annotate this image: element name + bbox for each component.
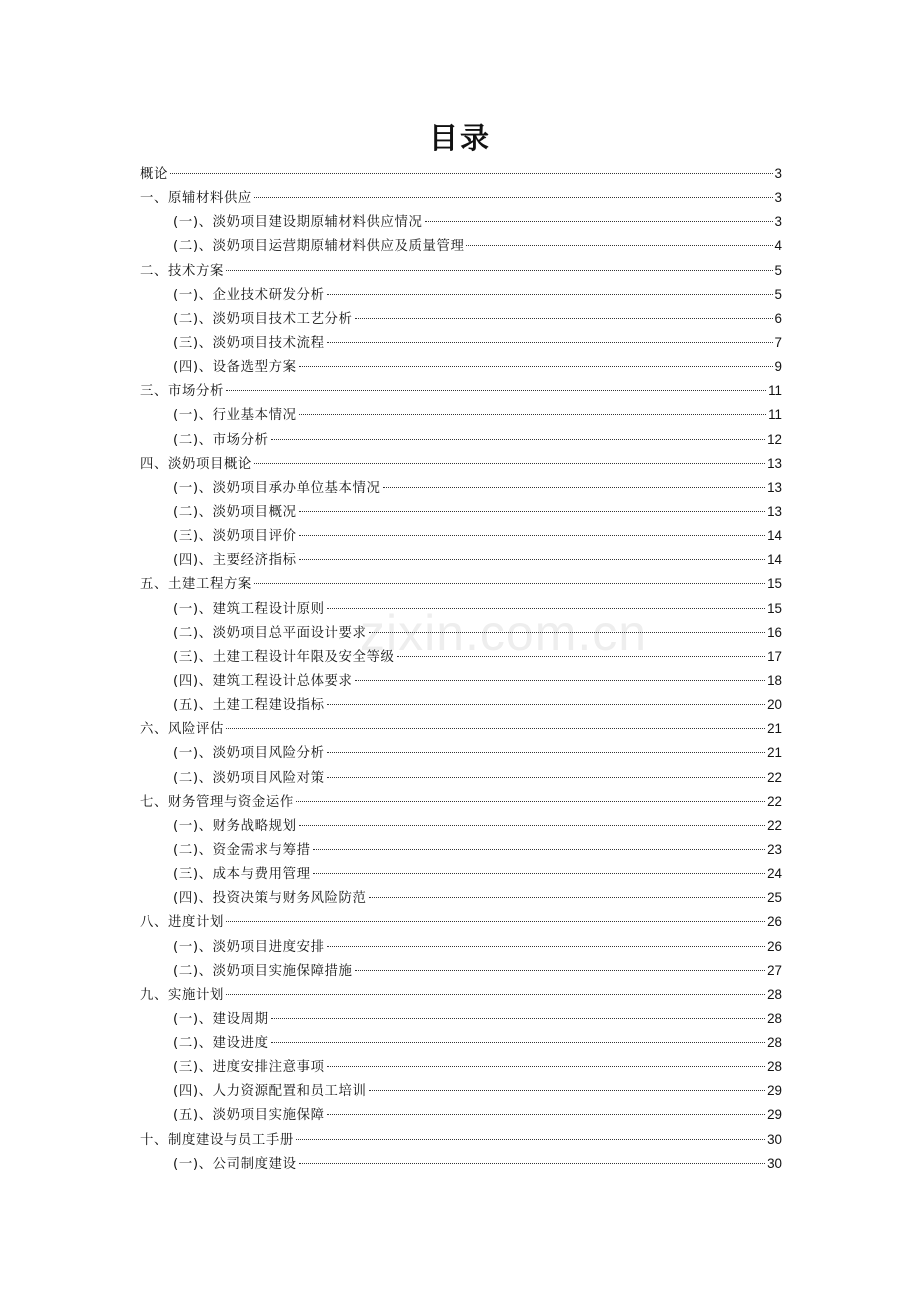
toc-entry-label: (四)、投资决策与财务风险防范 [173, 891, 367, 907]
toc-dot-leader [254, 582, 765, 584]
toc-section-entry[interactable] [140, 621, 782, 645]
toc-dot-leader [313, 848, 766, 850]
toc-dot-leader [355, 317, 773, 319]
toc-section-entry[interactable] [140, 959, 782, 983]
toc-section-entry[interactable] [140, 1031, 782, 1055]
toc-dot-leader [299, 824, 766, 826]
toc-entry-label: 七、财务管理与资金运作 [140, 794, 294, 810]
toc-section-entry[interactable] [140, 283, 782, 307]
toc-page-number: 13 [767, 503, 782, 519]
toc-section-entry[interactable] [140, 862, 782, 886]
toc-dot-leader [254, 462, 765, 464]
toc-section-entry[interactable] [140, 210, 782, 234]
toc-dot-leader [327, 776, 766, 778]
toc-page-number: 22 [767, 793, 782, 809]
toc-entry-label: (一)、财务战略规划 [173, 818, 297, 834]
toc-entry-label: 五、土建工程方案 [140, 577, 252, 593]
toc-page-number: 6 [774, 310, 782, 326]
toc-entry-label: (二)、建设进度 [173, 1036, 269, 1052]
toc-section-entry[interactable] [140, 1103, 782, 1127]
toc-dot-leader [369, 631, 766, 633]
toc-dot-leader [327, 945, 766, 947]
toc-entry-label: (四)、人力资源配置和员工培训 [173, 1084, 367, 1100]
toc-entry-label: 一、原辅材料供应 [140, 191, 252, 207]
toc-dot-leader [296, 800, 765, 802]
toc-page-number: 11 [768, 383, 782, 399]
watermark: zixin.com.cn [360, 605, 648, 661]
toc-entry-label: (一)、淡奶项目建设期原辅材料供应情况 [173, 215, 423, 231]
toc-page-number: 18 [767, 672, 782, 688]
toc-entry-label: (一)、淡奶项目风险分析 [173, 746, 325, 762]
toc-page-number: 5 [774, 262, 782, 278]
toc-dot-leader [299, 558, 766, 560]
toc-entry-label: 四、淡奶项目概论 [140, 456, 252, 472]
toc-page-number: 29 [767, 1083, 782, 1099]
toc-page-number: 26 [767, 914, 782, 930]
toc-dot-leader [397, 655, 766, 657]
toc-entry-label: (二)、淡奶项目实施保障措施 [173, 963, 353, 979]
toc-page-number: 21 [767, 721, 782, 737]
toc-dot-leader [299, 413, 767, 415]
toc-section-entry[interactable] [140, 403, 782, 427]
toc-entry-label: (一)、公司制度建设 [173, 1156, 297, 1172]
toc-entry-label: (三)、成本与费用管理 [173, 867, 311, 883]
toc-section-entry[interactable] [140, 693, 782, 717]
toc-entry-label: 六、风险评估 [140, 722, 224, 738]
toc-page-number: 26 [767, 938, 782, 954]
toc-page-number: 4 [774, 238, 782, 254]
toc-dot-leader [299, 510, 766, 512]
toc-entry-label: (一)、企业技术研发分析 [173, 287, 325, 303]
toc-page-number: 13 [767, 455, 782, 471]
toc-chapter-entry[interactable] [140, 452, 782, 476]
toc-section-entry[interactable] [140, 814, 782, 838]
toc-dot-leader [369, 1089, 766, 1091]
page-title: 目录 [428, 121, 491, 155]
toc-section-entry[interactable] [140, 548, 782, 572]
toc-dot-leader [327, 607, 766, 609]
toc-dot-leader [271, 1017, 766, 1019]
toc-chapter-entry[interactable] [140, 572, 782, 596]
toc-entry-label: (四)、设备选型方案 [173, 360, 297, 376]
toc-entry-label: (四)、主要经济指标 [173, 553, 297, 569]
toc-entry-label: (二)、淡奶项目风险对策 [173, 770, 325, 786]
table-of-contents [140, 162, 782, 1176]
toc-section-entry[interactable] [140, 838, 782, 862]
toc-entry-label: (二)、淡奶项目总平面设计要求 [173, 625, 367, 641]
toc-dot-leader [383, 486, 766, 488]
toc-section-entry[interactable] [140, 331, 782, 355]
toc-chapter-entry[interactable] [140, 717, 782, 741]
toc-entry-label: 二、技术方案 [140, 263, 224, 279]
toc-dot-leader [271, 438, 766, 440]
toc-entry-label: (五)、淡奶项目实施保障 [173, 1108, 325, 1124]
toc-dot-leader [170, 172, 773, 174]
toc-page-number: 30 [767, 1155, 782, 1171]
toc-dot-leader [226, 727, 765, 729]
toc-dot-leader [425, 220, 773, 222]
toc-section-entry[interactable] [140, 645, 782, 669]
toc-page-number: 28 [767, 986, 782, 1002]
toc-entry-label: (一)、淡奶项目进度安排 [173, 939, 325, 955]
toc-section-entry[interactable] [140, 307, 782, 331]
toc-section-entry[interactable] [140, 741, 782, 765]
toc-dot-leader [327, 703, 766, 705]
toc-page-number: 28 [767, 1035, 782, 1051]
toc-page-number: 23 [767, 841, 782, 857]
toc-chapter-entry[interactable] [140, 1128, 782, 1152]
toc-dot-leader [369, 896, 766, 898]
toc-dot-leader [355, 679, 766, 681]
toc-dot-leader [226, 389, 766, 391]
toc-page-number: 25 [767, 890, 782, 906]
toc-chapter-entry[interactable] [140, 162, 782, 186]
toc-page-number: 9 [774, 359, 782, 375]
toc-section-entry[interactable] [140, 1079, 782, 1103]
toc-page-number: 16 [767, 624, 782, 640]
toc-dot-leader [313, 872, 766, 874]
toc-dot-leader [299, 1162, 766, 1164]
toc-entry-label: (二)、市场分析 [173, 432, 269, 448]
toc-page-number: 24 [767, 866, 782, 882]
toc-chapter-entry[interactable] [140, 379, 782, 403]
toc-entry-label: (二)、资金需求与筹措 [173, 842, 311, 858]
toc-dot-leader [327, 293, 773, 295]
toc-page-number: 3 [774, 214, 782, 230]
toc-page-number: 17 [767, 648, 782, 664]
toc-section-entry[interactable] [140, 476, 782, 500]
toc-dot-leader [327, 751, 766, 753]
toc-entry-label: (一)、淡奶项目承办单位基本情况 [173, 480, 381, 496]
toc-entry-label: (五)、土建工程建设指标 [173, 698, 325, 714]
toc-entry-label: 八、进度计划 [140, 915, 224, 931]
toc-dot-leader [226, 920, 765, 922]
toc-page-number: 30 [767, 1131, 782, 1147]
toc-page-number: 15 [767, 600, 782, 616]
toc-section-entry[interactable] [140, 234, 782, 258]
toc-page-number: 20 [767, 697, 782, 713]
toc-entry-label: (三)、进度安排注意事项 [173, 1060, 325, 1076]
toc-section-entry[interactable] [140, 500, 782, 524]
toc-dot-leader [226, 993, 765, 995]
toc-dot-leader [226, 269, 773, 271]
toc-section-entry[interactable] [140, 355, 782, 379]
toc-dot-leader [271, 1041, 766, 1043]
toc-entry-label: 概论 [140, 167, 168, 182]
toc-entry-label: (三)、淡奶项目评价 [173, 529, 297, 545]
toc-entry-label: (四)、建筑工程设计总体要求 [173, 673, 353, 689]
toc-entry-label: 三、市场分析 [140, 384, 224, 400]
toc-page-number: 28 [767, 1059, 782, 1075]
toc-entry-label: (三)、土建工程设计年限及安全等级 [173, 649, 395, 665]
toc-chapter-entry[interactable] [140, 790, 782, 814]
toc-page-number: 13 [767, 479, 782, 495]
toc-entry-label: (一)、建筑工程设计原则 [173, 601, 325, 617]
toc-section-entry[interactable] [140, 597, 782, 621]
toc-section-entry[interactable] [140, 766, 782, 790]
toc-entry-label: (二)、淡奶项目技术工艺分析 [173, 311, 353, 327]
toc-entry-label: 九、实施计划 [140, 987, 224, 1003]
toc-page-number: 28 [767, 1010, 782, 1026]
toc-chapter-entry[interactable] [140, 259, 782, 283]
toc-page-number: 12 [767, 431, 782, 447]
toc-entry-label: (一)、行业基本情况 [173, 408, 297, 424]
toc-page-number: 7 [774, 334, 782, 350]
toc-dot-leader [355, 969, 766, 971]
toc-section-entry[interactable] [140, 935, 782, 959]
toc-entry-label: (二)、淡奶项目运营期原辅材料供应及质量管理 [173, 239, 465, 255]
toc-page-number: 22 [767, 769, 782, 785]
toc-page-number: 15 [767, 576, 782, 592]
toc-section-entry[interactable] [140, 1152, 782, 1176]
toc-page-number: 11 [768, 407, 782, 423]
toc-section-entry[interactable] [140, 669, 782, 693]
toc-page-number: 5 [774, 286, 782, 302]
toc-dot-leader [327, 341, 773, 343]
toc-chapter-entry[interactable] [140, 910, 782, 934]
toc-dot-leader [299, 365, 773, 367]
toc-section-entry[interactable] [140, 428, 782, 452]
toc-dot-leader [299, 534, 766, 536]
toc-dot-leader [466, 244, 772, 246]
toc-chapter-entry[interactable] [140, 186, 782, 210]
toc-page-number: 3 [774, 190, 782, 206]
toc-dot-leader [254, 196, 773, 198]
toc-section-entry[interactable] [140, 886, 782, 910]
toc-page-number: 14 [767, 552, 782, 568]
toc-dot-leader [327, 1065, 766, 1067]
toc-entry-label: (一)、建设周期 [173, 1011, 269, 1027]
toc-page-number: 21 [767, 745, 782, 761]
toc-section-entry[interactable] [140, 524, 782, 548]
toc-section-entry[interactable] [140, 1055, 782, 1079]
toc-page-number: 3 [774, 166, 782, 181]
toc-entry-label: (二)、淡奶项目概况 [173, 504, 297, 520]
toc-page-number: 27 [767, 962, 782, 978]
toc-page-number: 29 [767, 1107, 782, 1123]
toc-chapter-entry[interactable] [140, 983, 782, 1007]
toc-dot-leader [296, 1138, 765, 1140]
toc-page-number: 22 [767, 817, 782, 833]
toc-entry-label: 十、制度建设与员工手册 [140, 1132, 294, 1148]
toc-dot-leader [327, 1113, 766, 1115]
toc-page-number: 14 [767, 528, 782, 544]
toc-entry-label: (三)、淡奶项目技术流程 [173, 335, 325, 351]
toc-section-entry[interactable] [140, 1007, 782, 1031]
